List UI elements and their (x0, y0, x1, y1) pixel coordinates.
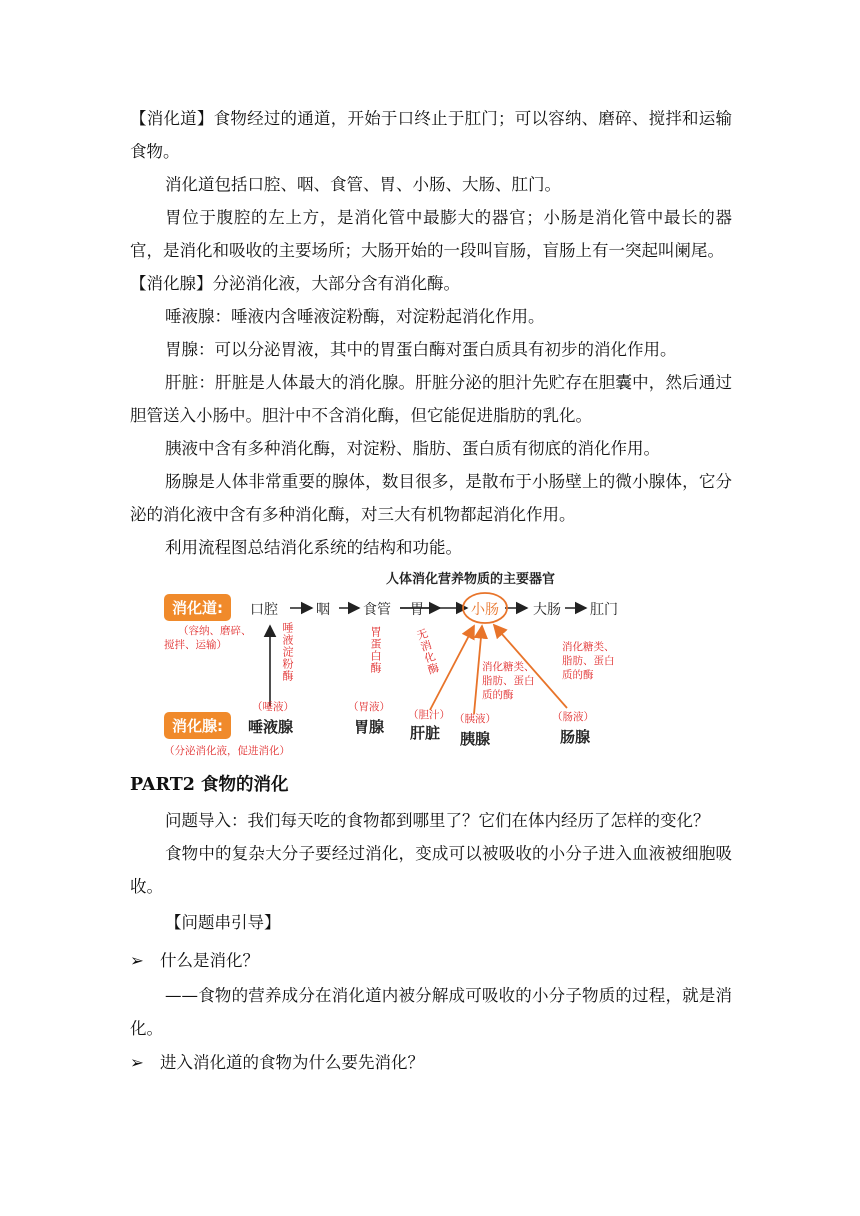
paragraph-tract-parts: 消化道包括口腔、咽、食管、胃、小肠、大肠、肛门。 (165, 175, 561, 194)
tract-function-note-1: （容纳、磨碎、 (178, 625, 252, 637)
organ-mouth: 口腔 (250, 602, 278, 618)
saliva-enzyme-label: 唾液淀粉酶 (281, 622, 294, 682)
no-enzyme-label: 无消化酶 (413, 627, 442, 677)
paragraph-intestinal-gland: 肠腺是人体非常重要的腺体，数目很多，是散布于小肠壁上的微小腺体，它分泌的消化液中含有多种消化酶，对三大有机物都起消化作用。 (130, 472, 732, 524)
paragraph-digestive-glands: 【消化腺】分泌消化液，大部分含有消化酶。 (130, 274, 460, 293)
digestive-tract-tag: 消化道: (164, 594, 231, 621)
gastric-juice-label: （胃液） (348, 701, 390, 713)
pancreatic-juice-label: （胰液） (454, 713, 496, 725)
intestine-enzyme-label-3: 质的酶 (562, 669, 594, 681)
paragraph-liver: 肝脏：肝脏是人体最大的消化腺。肝脏分泌的胆汁先贮存在胆囊中，然后通过胆管送入小肠中。胆汁中不含消化酶，但它能促进脂肪的乳化。 (130, 373, 732, 425)
paragraph-salivary-gland: 唾液腺：唾液内含唾液淀粉酶，对淀粉起消化作用。 (165, 307, 545, 326)
organ-esophagus: 食管 (363, 602, 391, 618)
paragraph-macromolecule: 食物中的复杂大分子要经过消化，变成可以被吸收的小分子进入血液被细胞吸收。 (130, 844, 732, 896)
pancreas-label: 胰腺 (460, 730, 491, 748)
digestive-gland-tag: 消化腺: (164, 712, 231, 739)
tract-function-note-2: 搅拌、运输） (164, 639, 227, 651)
organ-stomach: 胃 (410, 602, 424, 618)
liver-label: 肝脏 (410, 724, 441, 742)
bullet-text: 进入消化道的食物为什么要先消化？ (160, 1053, 424, 1072)
paragraph-pancreas: 胰液中含有多种消化酶，对淀粉、脂肪、蛋白质有彻底的消化作用。 (165, 439, 660, 458)
paragraph-question-guide: 【问题串引导】 (165, 913, 281, 932)
digestive-system-diagram (142, 568, 618, 764)
saliva-juice-label: （唾液） (252, 701, 294, 713)
pancreas-enzyme-label-1: 消化糖类、 (482, 661, 535, 673)
salivary-gland-label: 唾液腺 (248, 718, 294, 736)
bullet-what-is-digestion (130, 943, 732, 979)
paragraph-digestive-tract: 【消化道】食物经过的通道，开始于口终止于肛门；可以容纳、磨碎、搅拌和运输食物。 (130, 109, 732, 161)
bullet-arrow-icon: ➢ (130, 1053, 144, 1072)
intestinal-gland-label: 肠腺 (560, 728, 591, 746)
pancreas-enzyme-label-3: 质的酶 (482, 689, 514, 701)
section-heading-part2: PART2 食物的消化 (130, 775, 289, 795)
pepsin-label: 胃蛋白酶 (369, 626, 382, 674)
organ-large-intestine: 大肠 (533, 602, 561, 618)
pancreas-enzyme-label-2: 脂肪、蛋白 (482, 675, 535, 687)
paragraph-stomach-intestine: 胃位于腹腔的左上方，是消化管中最膨大的器官；小肠是消化管中最长的器官，是消化和吸收的主要场所；大肠开始的一段叫盲肠，盲肠上有一突起叫阑尾。 (130, 208, 732, 260)
bullet-arrow-icon: ➢ (130, 951, 144, 970)
intestinal-juice-label: （肠液） (552, 711, 594, 723)
intestine-enzyme-label-2: 脂肪、蛋白 (562, 655, 615, 667)
document-page (130, 102, 732, 1081)
organ-small-intestine: 小肠 (471, 602, 499, 618)
paragraph-flowchart-intro: 利用流程图总结消化系统的结构和功能。 (165, 538, 462, 557)
intestine-enzyme-label-1: 消化糖类、 (562, 641, 615, 653)
paragraph-gastric-gland: 胃腺：可以分泌胃液，其中的胃蛋白酶对蛋白质具有初步的消化作用。 (165, 340, 677, 359)
diagram-title: 人体消化营养物质的主要器官 (386, 572, 556, 587)
gland-function-note: （分泌消化液，促进消化） (164, 745, 290, 757)
paragraph-question-intro: 问题导入：我们每天吃的食物都到哪里了？它们在体内经历了怎样的变化？ (165, 811, 710, 830)
bile-label: （胆汁） (408, 709, 450, 721)
bullet-why-digest (130, 1045, 732, 1081)
organ-pharynx: 咽 (316, 602, 330, 618)
paragraph-digestion-answer: ——食物的营养成分在消化道内被分解成可吸收的小分子物质的过程，就是消化。 (130, 986, 732, 1038)
bullet-text: 什么是消化？ (160, 951, 259, 970)
organ-anus: 肛门 (590, 602, 618, 618)
gastric-gland-label: 胃腺 (354, 718, 385, 736)
